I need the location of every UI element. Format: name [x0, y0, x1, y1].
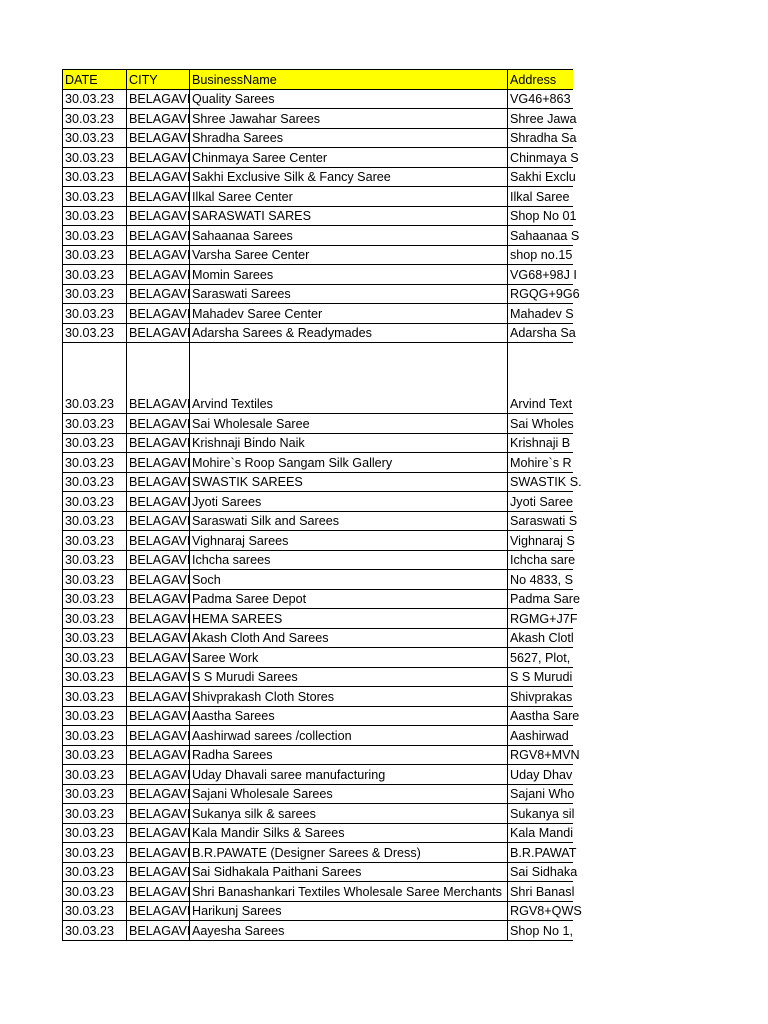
cell-date[interactable]: 30.03.23	[63, 687, 127, 707]
table-row	[63, 492, 573, 512]
cell-city[interactable]: BELAGAVI	[127, 706, 190, 726]
cell-date[interactable]: 30.03.23	[63, 472, 127, 492]
cell-business-name[interactable]: HEMA SAREES	[190, 609, 508, 629]
table-row	[63, 187, 573, 207]
cell-date[interactable]: 30.03.23	[63, 843, 127, 863]
table-row	[63, 284, 573, 304]
header-date[interactable]: DATE	[63, 70, 127, 90]
table-row	[63, 109, 573, 129]
cell-address[interactable]: Shop No 01	[508, 206, 573, 226]
cell-date[interactable]: 30.03.23	[63, 531, 127, 551]
cell-date[interactable]: 30.03.23	[63, 901, 127, 921]
cell-address[interactable]: Mahadev S	[508, 304, 573, 324]
cell-date[interactable]: 30.03.23	[63, 804, 127, 824]
cell-date[interactable]: 30.03.23	[63, 882, 127, 902]
cell-address[interactable]: SWASTIK S.	[508, 472, 573, 492]
cell-business-name[interactable]: Jyoti Sarees	[190, 492, 508, 512]
table-row	[63, 265, 573, 285]
cell-address[interactable]: Aashirwad	[508, 726, 573, 746]
table-row	[63, 89, 573, 109]
cell-address[interactable]: Aastha Sare	[508, 706, 573, 726]
table-row	[63, 245, 573, 265]
cell-business-name[interactable]: Adarsha Sarees & Readymades	[190, 323, 508, 343]
cell-address[interactable]: No 4833, S	[508, 570, 573, 590]
cell-address[interactable]: 5627, Plot,	[508, 648, 573, 668]
table-row	[63, 433, 573, 453]
table-row	[63, 687, 573, 707]
cell-business-name[interactable]: Ichcha sarees	[190, 550, 508, 570]
cell-address[interactable]: Sukanya sil	[508, 804, 573, 824]
cell-city[interactable]: BELAGAVI	[127, 433, 190, 453]
cell-city[interactable]: BELAGAVI	[127, 531, 190, 551]
cell-business-name[interactable]: Shradha Sarees	[190, 128, 508, 148]
cell-business-name[interactable]: Aashirwad sarees /collection	[190, 726, 508, 746]
cell-date[interactable]: 30.03.23	[63, 550, 127, 570]
cell-business-name[interactable]: Sahaanaa Sarees	[190, 226, 508, 246]
cell-address[interactable]: Krishnaji B	[508, 433, 573, 453]
header-address[interactable]: Address	[508, 70, 573, 90]
table-row	[63, 862, 573, 882]
cell-city[interactable]: BELAGAVI	[127, 823, 190, 843]
cell-address[interactable]: RGQG+9G6	[508, 284, 573, 304]
cell-address[interactable]: Shivprakas	[508, 687, 573, 707]
table-row	[63, 901, 573, 921]
cell-business-name[interactable]: Sajani Wholesale Sarees	[190, 784, 508, 804]
cell-business-name[interactable]: Shree Jawahar Sarees	[190, 109, 508, 129]
cell-city[interactable]: BELAGAVI	[127, 843, 190, 863]
cell-city[interactable]: BELAGAVI	[127, 882, 190, 902]
cell-business-name[interactable]: Kala Mandir Silks & Sarees	[190, 823, 508, 843]
table-row	[63, 531, 573, 551]
cell-city[interactable]: BELAGAVI	[127, 472, 190, 492]
cell-city[interactable]: BELAGAVI	[127, 187, 190, 207]
cell-city[interactable]: BELAGAVI	[127, 550, 190, 570]
cell-date[interactable]: 30.03.23	[63, 128, 127, 148]
cell-city[interactable]: BELAGAVI	[127, 921, 190, 941]
table-body	[63, 89, 582, 940]
cell-date[interactable]: 30.03.23	[63, 862, 127, 882]
cell-address[interactable]: Sahaanaa S	[508, 226, 573, 246]
cell-business-name[interactable]: Soch	[190, 570, 508, 590]
cell-date[interactable]: 30.03.23	[63, 343, 127, 414]
cell-date[interactable]: 30.03.23	[63, 304, 127, 324]
cell-business-name[interactable]: Saree Work	[190, 648, 508, 668]
cell-address[interactable]: Ilkal Saree	[508, 187, 573, 207]
header-business-name[interactable]: BusinessName	[190, 70, 508, 90]
cell-business-name[interactable]: Varsha Saree Center	[190, 245, 508, 265]
cell-city[interactable]: BELAGAVI	[127, 648, 190, 668]
cell-business-name[interactable]: Ilkal Saree Center	[190, 187, 508, 207]
table-row	[63, 343, 573, 414]
cell-date[interactable]: 30.03.23	[63, 433, 127, 453]
cell-address[interactable]: Sai Sidhaka	[508, 862, 573, 882]
cell-address[interactable]: Akash Clotl	[508, 628, 573, 648]
cell-business-name[interactable]: S S Murudi Sarees	[190, 667, 508, 687]
cell-address[interactable]: RGV8+QWS	[508, 901, 573, 921]
cell-address[interactable]: Adarsha Sa	[508, 323, 573, 343]
cell-city[interactable]: BELAGAVI	[127, 323, 190, 343]
cell-business-name[interactable]: Arvind Textiles	[190, 343, 508, 414]
table-row	[63, 128, 573, 148]
cell-address[interactable]: Vighnaraj S	[508, 531, 573, 551]
cell-city[interactable]: BELAGAVI	[127, 453, 190, 473]
cell-city[interactable]: BELAGAVI	[127, 667, 190, 687]
cell-business-name[interactable]: Sukanya silk & sarees	[190, 804, 508, 824]
cell-city[interactable]: BELAGAVI	[127, 89, 190, 109]
cell-date[interactable]: 30.03.23	[63, 226, 127, 246]
cell-business-name[interactable]: Uday Dhavali saree manufacturing	[190, 765, 508, 785]
cell-date[interactable]: 30.03.23	[63, 323, 127, 343]
table-row	[63, 550, 573, 570]
cell-date[interactable]: 30.03.23	[63, 589, 127, 609]
cell-business-name[interactable]: Aastha Sarees	[190, 706, 508, 726]
cell-date[interactable]: 30.03.23	[63, 245, 127, 265]
cell-business-name[interactable]: Vighnaraj Sarees	[190, 531, 508, 551]
cell-city[interactable]: BELAGAVI	[127, 206, 190, 226]
cell-business-name[interactable]: Saraswati Silk and Sarees	[190, 511, 508, 531]
table-row	[63, 628, 573, 648]
cell-business-name[interactable]: Akash Cloth And Sarees	[190, 628, 508, 648]
table-row	[63, 206, 573, 226]
spreadsheet	[62, 69, 582, 941]
table-row	[63, 323, 573, 343]
cell-city[interactable]: BELAGAVI	[127, 167, 190, 187]
table-row	[63, 453, 573, 473]
cell-address[interactable]: Shradha Sa	[508, 128, 573, 148]
table-row	[63, 511, 573, 531]
cell-date[interactable]: 30.03.23	[63, 206, 127, 226]
cell-address[interactable]: Sakhi Exclu	[508, 167, 573, 187]
cell-address[interactable]: Arvind Text	[508, 343, 573, 414]
cell-city[interactable]: BELAGAVI	[127, 304, 190, 324]
cell-address[interactable]: Shop No 1,	[508, 921, 573, 941]
table-row	[63, 823, 573, 843]
cell-business-name[interactable]: Chinmaya Saree Center	[190, 148, 508, 168]
table-row	[63, 765, 573, 785]
cell-business-name[interactable]: B.R.PAWATE (Designer Sarees & Dress)	[190, 843, 508, 863]
cell-address[interactable]: Padma Sare	[508, 589, 573, 609]
table-row	[63, 167, 573, 187]
cell-address[interactable]: Saraswati S	[508, 511, 573, 531]
cell-address[interactable]: Sai Wholes	[508, 414, 573, 434]
cell-business-name[interactable]: Padma Saree Depot	[190, 589, 508, 609]
table-row	[63, 609, 573, 629]
cell-date[interactable]: 30.03.23	[63, 284, 127, 304]
cell-business-name[interactable]: Mahadev Saree Center	[190, 304, 508, 324]
cell-date[interactable]: 30.03.23	[63, 628, 127, 648]
cell-address[interactable]: Shri Banasl	[508, 882, 573, 902]
cell-date[interactable]: 30.03.23	[63, 414, 127, 434]
cell-city[interactable]: BELAGAVI	[127, 284, 190, 304]
table-row	[63, 589, 573, 609]
cell-address[interactable]: Chinmaya S	[508, 148, 573, 168]
cell-date[interactable]: 30.03.23	[63, 745, 127, 765]
cell-date[interactable]: 30.03.23	[63, 453, 127, 473]
table-row	[63, 226, 573, 246]
cell-city[interactable]: BELAGAVI	[127, 589, 190, 609]
table-row	[63, 472, 573, 492]
cell-city[interactable]: BELAGAVI	[127, 628, 190, 648]
cell-city[interactable]: BELAGAVI	[127, 784, 190, 804]
cell-date[interactable]: 30.03.23	[63, 648, 127, 668]
cell-address[interactable]: VG46+863	[508, 89, 573, 109]
cell-date[interactable]: 30.03.23	[63, 492, 127, 512]
header-city[interactable]: CITY	[127, 70, 190, 90]
cell-date[interactable]: 30.03.23	[63, 570, 127, 590]
cell-date[interactable]: 30.03.23	[63, 109, 127, 129]
cell-date[interactable]: 30.03.23	[63, 167, 127, 187]
cell-date[interactable]: 30.03.23	[63, 265, 127, 285]
cell-business-name[interactable]: Saraswati Sarees	[190, 284, 508, 304]
cell-date[interactable]: 30.03.23	[63, 784, 127, 804]
cell-address[interactable]: Mohire`s R	[508, 453, 573, 473]
cell-city[interactable]: BELAGAVI	[127, 226, 190, 246]
cell-date[interactable]: 30.03.23	[63, 511, 127, 531]
table-row	[63, 414, 573, 434]
cell-date[interactable]: 30.03.23	[63, 89, 127, 109]
cell-address[interactable]: RGMG+J7F	[508, 609, 573, 629]
business-table	[62, 69, 582, 941]
cell-address[interactable]: Jyoti Saree	[508, 492, 573, 512]
table-row	[63, 745, 573, 765]
cell-address[interactable]: shop no.15	[508, 245, 573, 265]
cell-date[interactable]: 30.03.23	[63, 609, 127, 629]
cell-city[interactable]: BELAGAVI	[127, 148, 190, 168]
cell-business-name[interactable]: Sai Wholesale Saree	[190, 414, 508, 434]
table-row	[63, 667, 573, 687]
cell-address[interactable]: Ichcha sare	[508, 550, 573, 570]
cell-date[interactable]: 30.03.23	[63, 921, 127, 941]
cell-city[interactable]: BELAGAVI	[127, 492, 190, 512]
table-row	[63, 706, 573, 726]
cell-city[interactable]: BELAGAVI	[127, 414, 190, 434]
cell-city[interactable]: BELAGAVI	[127, 343, 190, 414]
cell-address[interactable]: Kala Mandi	[508, 823, 573, 843]
cell-address[interactable]: S S Murudi	[508, 667, 573, 687]
table-row	[63, 148, 573, 168]
table-row	[63, 570, 573, 590]
table-row	[63, 726, 573, 746]
cell-business-name[interactable]: Sakhi Exclusive Silk & Fancy Saree	[190, 167, 508, 187]
cell-date[interactable]: 30.03.23	[63, 823, 127, 843]
cell-date[interactable]: 30.03.23	[63, 148, 127, 168]
cell-address[interactable]: Sajani Who	[508, 784, 573, 804]
cell-city[interactable]: BELAGAVI	[127, 265, 190, 285]
cell-city[interactable]: BELAGAVI	[127, 765, 190, 785]
cell-city[interactable]: BELAGAVI	[127, 687, 190, 707]
cell-date[interactable]: 30.03.23	[63, 706, 127, 726]
cell-business-name[interactable]: SWASTIK SAREES	[190, 472, 508, 492]
cell-date[interactable]: 30.03.23	[63, 667, 127, 687]
table-row	[63, 882, 573, 902]
cell-business-name[interactable]: Aayesha Sarees	[190, 921, 508, 941]
table-row	[63, 921, 573, 941]
table-row	[63, 784, 573, 804]
cell-city[interactable]: BELAGAVI	[127, 609, 190, 629]
cell-city[interactable]: BELAGAVI	[127, 901, 190, 921]
cell-city[interactable]: BELAGAVI	[127, 745, 190, 765]
cell-business-name[interactable]: Sai Sidhakala Paithani Sarees	[190, 862, 508, 882]
cell-business-name[interactable]: Radha Sarees	[190, 745, 508, 765]
table-row	[63, 304, 573, 324]
cell-city[interactable]: BELAGAVI	[127, 109, 190, 129]
cell-business-name[interactable]: SARASWATI SARES	[190, 206, 508, 226]
cell-business-name[interactable]: Momin Sarees	[190, 265, 508, 285]
cell-business-name[interactable]: Quality Sarees	[190, 89, 508, 109]
table-row	[63, 843, 573, 863]
cell-business-name[interactable]: Shivprakash Cloth Stores	[190, 687, 508, 707]
cell-address[interactable]: RGV8+MVN	[508, 745, 573, 765]
cell-address[interactable]: Uday Dhav	[508, 765, 573, 785]
cell-business-name[interactable]: Shri Banashankari Textiles Wholesale Saree Merchants	[190, 882, 508, 902]
cell-date[interactable]: 30.03.23	[63, 187, 127, 207]
cell-date[interactable]: 30.03.23	[63, 726, 127, 746]
cell-business-name[interactable]: Harikunj Sarees	[190, 901, 508, 921]
cell-city[interactable]: BELAGAVI	[127, 245, 190, 265]
cell-city[interactable]: BELAGAVI	[127, 804, 190, 824]
cell-city[interactable]: BELAGAVI	[127, 862, 190, 882]
cell-address[interactable]: B.R.PAWAT	[508, 843, 573, 863]
cell-date[interactable]: 30.03.23	[63, 765, 127, 785]
table-row	[63, 648, 573, 668]
header-row	[63, 70, 573, 90]
cell-address[interactable]: VG68+98J I	[508, 265, 573, 285]
cell-city[interactable]: BELAGAVI	[127, 726, 190, 746]
cell-business-name[interactable]: Krishnaji Bindo Naik	[190, 433, 508, 453]
cell-city[interactable]: BELAGAVI	[127, 570, 190, 590]
cell-business-name[interactable]: Mohire`s Roop Sangam Silk Gallery	[190, 453, 508, 473]
cell-city[interactable]: BELAGAVI	[127, 128, 190, 148]
cell-address[interactable]: Shree Jawa	[508, 109, 573, 129]
cell-city[interactable]: BELAGAVI	[127, 511, 190, 531]
table-row	[63, 804, 573, 824]
